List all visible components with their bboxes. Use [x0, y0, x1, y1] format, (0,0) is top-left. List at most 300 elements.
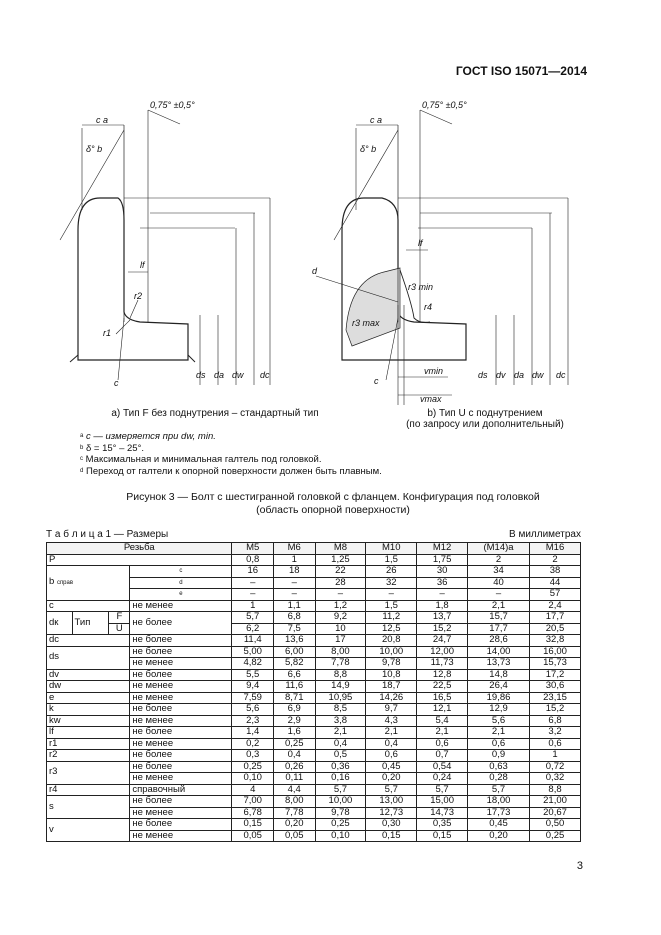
value-cell: 1,4	[232, 727, 274, 739]
value-cell: 7,78	[273, 807, 315, 819]
value-cell: 0,25	[273, 738, 315, 750]
footnote-mark: e	[130, 589, 232, 601]
param-label: r3	[47, 761, 130, 784]
label-delta-right: δ° b	[360, 144, 377, 154]
param-label: r1	[47, 738, 130, 750]
footnotes	[80, 431, 382, 477]
value-cell: 0,6	[468, 738, 530, 750]
value-cell: 0,10	[232, 773, 274, 785]
value-cell: 9,78	[366, 658, 417, 670]
table-row	[47, 600, 581, 612]
value-cell: 26	[366, 566, 417, 578]
thread-size-header: M16	[530, 543, 581, 555]
label-c-note-left: c	[114, 378, 119, 388]
table-row	[47, 646, 581, 658]
value-cell: 30	[417, 566, 468, 578]
value-cell: 9,7	[366, 704, 417, 716]
value-cell: 5,5	[232, 669, 274, 681]
value-cell: 1,5	[366, 554, 417, 566]
label-r4-right: r4	[424, 302, 433, 312]
value-cell: 8,00	[273, 796, 315, 808]
qualifier-cell: не более	[130, 819, 232, 831]
value-cell: 0,5	[315, 750, 366, 762]
value-cell: 16,5	[417, 692, 468, 704]
value-cell: 22	[315, 566, 366, 578]
value-cell: 17,73	[468, 807, 530, 819]
value-cell: 12,1	[417, 704, 468, 716]
value-cell: 32,8	[530, 635, 581, 647]
qualifier-cell: не более	[130, 612, 232, 635]
table-row	[47, 692, 581, 704]
value-cell: 0,6	[366, 750, 417, 762]
thread-size-header: M5	[232, 543, 274, 555]
thread-header: Резьба	[47, 543, 232, 555]
value-cell: 0,4	[273, 750, 315, 762]
table-row	[47, 784, 581, 796]
value-cell: 0,25	[232, 761, 274, 773]
thread-size-header: (M14)a	[468, 543, 530, 555]
table-row	[47, 704, 581, 716]
qualifier-cell: справочный	[130, 784, 232, 796]
value-cell: 28	[315, 577, 366, 589]
value-cell: 0,6	[417, 738, 468, 750]
value-cell: 9,4	[232, 681, 274, 693]
param-label: s	[47, 796, 130, 819]
value-cell: 17	[315, 635, 366, 647]
value-cell: 12,00	[417, 646, 468, 658]
value-cell: 11,4	[232, 635, 274, 647]
footnote-mark: a	[80, 433, 84, 439]
value-cell: 15,2	[530, 704, 581, 716]
document-header: ГОСТ ISO 15071—2014	[455, 64, 587, 78]
qualifier-cell: не менее	[130, 681, 232, 693]
value-cell: 0,16	[315, 773, 366, 785]
param-label: r2	[47, 750, 130, 762]
value-cell: 8,8	[530, 784, 581, 796]
label-ds-left: ds	[196, 370, 206, 380]
param-symbol: b	[49, 576, 55, 587]
value-cell: 0,54	[417, 761, 468, 773]
type-f: F	[109, 612, 130, 624]
value-cell: 2,9	[273, 715, 315, 727]
value-cell: 0,63	[468, 761, 530, 773]
footnote	[80, 431, 382, 443]
value-cell: 1	[232, 600, 274, 612]
table-row	[47, 681, 581, 693]
qualifier-cell: не более	[130, 796, 232, 808]
footnote	[80, 454, 382, 466]
param-label: kw	[47, 715, 130, 727]
value-cell: 2,4	[530, 600, 581, 612]
value-cell: 5,7	[232, 612, 274, 624]
value-cell: 0,8	[232, 554, 274, 566]
qualifier-cell: не менее	[130, 807, 232, 819]
thread-size-header: M8	[315, 543, 366, 555]
value-cell: 0,28	[468, 773, 530, 785]
value-cell: 1,75	[417, 554, 468, 566]
table-row	[47, 761, 581, 773]
param-label: dк	[47, 612, 73, 635]
value-cell: 6,2	[232, 623, 274, 635]
value-cell: 0,24	[417, 773, 468, 785]
value-cell: 10,95	[315, 692, 366, 704]
value-cell: 0,36	[315, 761, 366, 773]
value-cell: 10	[315, 623, 366, 635]
table-row	[47, 543, 581, 555]
value-cell: 17,7	[468, 623, 530, 635]
value-cell: 8,71	[273, 692, 315, 704]
value-cell: 38	[530, 566, 581, 578]
table-row	[47, 554, 581, 566]
value-cell: 2,1	[315, 727, 366, 739]
value-cell: 21,00	[530, 796, 581, 808]
value-cell: 2,3	[232, 715, 274, 727]
caption-b-line1: b) Тип U с поднутрением	[427, 408, 543, 419]
table-row	[47, 612, 581, 624]
value-cell: –	[232, 577, 274, 589]
value-cell: 4,82	[232, 658, 274, 670]
value-cell: 11,2	[366, 612, 417, 624]
value-cell: 26,4	[468, 681, 530, 693]
value-cell: –	[417, 589, 468, 601]
qualifier-cell: не более	[130, 635, 232, 647]
qualifier-cell: не более	[130, 704, 232, 716]
value-cell: –	[273, 577, 315, 589]
type-label: Тип	[72, 612, 109, 635]
value-cell: 5,82	[273, 658, 315, 670]
value-cell: 13,7	[417, 612, 468, 624]
footnote-text: Переход от галтели к опорной поверхности должен быть плавным.	[85, 465, 382, 477]
value-cell: 30,6	[530, 681, 581, 693]
value-cell: 2,1	[468, 727, 530, 739]
qualifier-cell: не менее	[130, 738, 232, 750]
value-cell: 2,1	[417, 727, 468, 739]
value-cell: 0,35	[417, 819, 468, 831]
value-cell: 20,8	[366, 635, 417, 647]
bolt-figure	[0, 90, 661, 410]
param-label: e	[47, 692, 130, 704]
value-cell: 5,6	[468, 715, 530, 727]
value-cell: 19,86	[468, 692, 530, 704]
value-cell: 12,8	[417, 669, 468, 681]
value-cell: 4,3	[366, 715, 417, 727]
qualifier-cell: не более	[130, 750, 232, 762]
label-vmin: vmin	[424, 366, 444, 376]
label-c-right: c a	[370, 115, 383, 125]
value-cell: 6,8	[273, 612, 315, 624]
value-cell: 24,7	[417, 635, 468, 647]
value-cell: 8,5	[315, 704, 366, 716]
value-cell: 40	[468, 577, 530, 589]
value-cell: 8,00	[315, 646, 366, 658]
value-cell: 5,4	[417, 715, 468, 727]
label-dc-right: dc	[556, 370, 566, 380]
footnote-mark: b	[80, 444, 84, 451]
value-cell: 11,73	[417, 658, 468, 670]
value-cell: 11,6	[273, 681, 315, 693]
page-number: 3	[576, 860, 583, 872]
label-d-right: d	[312, 266, 318, 276]
param-label: r4	[47, 784, 130, 796]
value-cell: 0,20	[366, 773, 417, 785]
label-angle-right: 0,75° ±0,5°	[422, 100, 467, 110]
value-cell: 0,15	[366, 830, 417, 842]
value-cell: 13,73	[468, 658, 530, 670]
param-label: k	[47, 704, 130, 716]
value-cell: 0,20	[468, 830, 530, 842]
value-cell: 15,73	[530, 658, 581, 670]
value-cell: 0,7	[417, 750, 468, 762]
value-cell: 14,73	[417, 807, 468, 819]
footnote-mark: c	[80, 456, 83, 462]
thread-size-header: M12	[417, 543, 468, 555]
table-row	[47, 669, 581, 681]
value-cell: 0,05	[232, 830, 274, 842]
label-delta-left: δ° b	[86, 144, 103, 154]
value-cell: 57	[530, 589, 581, 601]
footnote-mark: d	[130, 577, 232, 589]
value-cell: 18	[273, 566, 315, 578]
value-cell: 15,2	[417, 623, 468, 635]
value-cell: –	[366, 589, 417, 601]
value-cell: 9,2	[315, 612, 366, 624]
value-cell: 0,72	[530, 761, 581, 773]
value-cell: –	[468, 589, 530, 601]
table-title: Т а б л и ц а 1 — Размеры	[46, 529, 169, 540]
value-cell: –	[315, 589, 366, 601]
value-cell: 0,15	[232, 819, 274, 831]
table-row	[47, 819, 581, 831]
param-label: dv	[47, 669, 130, 681]
caption-b-line2: (по запросу или дополнительный)	[406, 419, 564, 430]
label-lf-right: lf	[418, 238, 423, 248]
dimensions-table	[46, 542, 581, 842]
qualifier-cell: не более	[130, 761, 232, 773]
label-r3max-right: r3 max	[352, 318, 380, 328]
value-cell: 6,9	[273, 704, 315, 716]
drawing-type-u	[316, 110, 568, 405]
value-cell: 7,00	[232, 796, 274, 808]
label-r2-left: r2	[134, 291, 143, 301]
value-cell: 7,5	[273, 623, 315, 635]
value-cell: 0,25	[315, 819, 366, 831]
value-cell: 2	[468, 554, 530, 566]
label-ds-right: ds	[478, 370, 488, 380]
table-row	[47, 796, 581, 808]
table-row	[47, 750, 581, 762]
value-cell: 17,7	[530, 612, 581, 624]
value-cell: 14,9	[315, 681, 366, 693]
qualifier-cell: не менее	[130, 715, 232, 727]
value-cell: 14,26	[366, 692, 417, 704]
value-cell: 20,5	[530, 623, 581, 635]
type-u: U	[109, 623, 130, 635]
table-row	[47, 623, 581, 635]
value-cell: 4,4	[273, 784, 315, 796]
footnote-mark: d	[80, 467, 84, 474]
label-dc-left: dc	[260, 370, 270, 380]
qualifier-cell: не менее	[130, 830, 232, 842]
value-cell: 0,45	[468, 819, 530, 831]
qualifier-cell: не менее	[130, 600, 232, 612]
value-cell: 3,2	[530, 727, 581, 739]
value-cell: 22,5	[417, 681, 468, 693]
value-cell: 34	[468, 566, 530, 578]
value-cell: 6,78	[232, 807, 274, 819]
value-cell: 23,15	[530, 692, 581, 704]
value-cell: 1,5	[366, 600, 417, 612]
value-cell: 36	[417, 577, 468, 589]
footnote-text: Максимальная и минимальная галтель под головкой.	[85, 454, 322, 465]
value-cell: 1,6	[273, 727, 315, 739]
value-cell: 0,30	[366, 819, 417, 831]
caption-b	[380, 408, 590, 430]
value-cell: 0,9	[468, 750, 530, 762]
param-label: lf	[47, 727, 130, 739]
value-cell: 0,3	[232, 750, 274, 762]
value-cell: 5,7	[468, 784, 530, 796]
value-cell: 5,6	[232, 704, 274, 716]
value-cell: 20,67	[530, 807, 581, 819]
value-cell: 6,6	[273, 669, 315, 681]
param-label	[47, 566, 130, 601]
value-cell: 44	[530, 577, 581, 589]
value-cell: 13,6	[273, 635, 315, 647]
footnote-mark: c	[130, 566, 232, 578]
value-cell: 5,7	[417, 784, 468, 796]
table-row	[47, 566, 581, 578]
figure-title-line1: Рисунок 3 — Болт с шестигранной головкой с фланцем. Конфигурация под головкой	[126, 491, 540, 503]
value-cell: 13,00	[366, 796, 417, 808]
value-cell: 1,25	[315, 554, 366, 566]
value-cell: 15,00	[417, 796, 468, 808]
thread-size-header: M10	[366, 543, 417, 555]
footnote	[80, 466, 382, 478]
value-cell: 2	[530, 554, 581, 566]
param-label: dc	[47, 635, 130, 647]
value-cell: 17,2	[530, 669, 581, 681]
value-cell: 6,00	[273, 646, 315, 658]
label-vmax: vmax	[420, 394, 442, 404]
value-cell: 0,4	[315, 738, 366, 750]
figure-title-line2: (область опорной поверхности)	[256, 503, 410, 516]
param-label: dw	[47, 681, 130, 693]
footnote-text: δ = 15° – 25°.	[85, 442, 145, 454]
thread-size-header: M6	[273, 543, 315, 555]
value-cell: 32	[366, 577, 417, 589]
qualifier-cell: не менее	[130, 692, 232, 704]
footnote-text: c — измеряется при dw, min.	[85, 431, 216, 442]
param-label: v	[47, 819, 130, 842]
label-angle-left: 0,75° ±0,5°	[150, 100, 195, 110]
value-cell: 0,25	[530, 830, 581, 842]
value-cell: 0,20	[273, 819, 315, 831]
value-cell: 10,00	[366, 646, 417, 658]
value-cell: 0,45	[366, 761, 417, 773]
label-dw-right: dw	[532, 370, 544, 380]
value-cell: 0,4	[366, 738, 417, 750]
value-cell: 10,00	[315, 796, 366, 808]
value-cell: 12,5	[366, 623, 417, 635]
qualifier-cell: не более	[130, 727, 232, 739]
value-cell: 28,6	[468, 635, 530, 647]
caption-a: а) Тип F без поднутрения – стандартный тип	[111, 408, 319, 419]
footnote	[80, 443, 382, 455]
value-cell: 4	[232, 784, 274, 796]
value-cell: 0,10	[315, 830, 366, 842]
table-row	[47, 715, 581, 727]
value-cell: 5,7	[366, 784, 417, 796]
table-row	[47, 635, 581, 647]
qualifier-cell: не менее	[130, 658, 232, 670]
value-cell: 12,9	[468, 704, 530, 716]
table-header	[46, 529, 581, 540]
value-cell: 16	[232, 566, 274, 578]
value-cell: 8,8	[315, 669, 366, 681]
value-cell: 2,1	[468, 600, 530, 612]
value-cell: 0,15	[417, 830, 468, 842]
param-subscript: справ	[56, 580, 74, 586]
label-lf-left: lf	[140, 260, 145, 270]
qualifier-cell: не более	[130, 669, 232, 681]
value-cell: 1	[530, 750, 581, 762]
value-cell: 2,1	[366, 727, 417, 739]
value-cell: 5,7	[315, 784, 366, 796]
table-row	[47, 727, 581, 739]
param-label: c	[47, 600, 130, 612]
value-cell: 15,7	[468, 612, 530, 624]
value-cell: 14,00	[468, 646, 530, 658]
value-cell: –	[273, 589, 315, 601]
value-cell: 1,8	[417, 600, 468, 612]
table-row	[47, 738, 581, 750]
value-cell: 0,32	[530, 773, 581, 785]
value-cell: 10,8	[366, 669, 417, 681]
value-cell: 9,78	[315, 807, 366, 819]
value-cell: 18,00	[468, 796, 530, 808]
value-cell: 18,7	[366, 681, 417, 693]
value-cell: 0,6	[530, 738, 581, 750]
value-cell: 5,00	[232, 646, 274, 658]
value-cell: 14,8	[468, 669, 530, 681]
label-c-note-right: c	[374, 376, 379, 386]
value-cell: 0,11	[273, 773, 315, 785]
qualifier-cell: не менее	[130, 773, 232, 785]
value-cell: 0,26	[273, 761, 315, 773]
qualifier-cell: не более	[130, 646, 232, 658]
label-dv-right: dv	[496, 370, 506, 380]
value-cell: 16,00	[530, 646, 581, 658]
value-cell: 0,2	[232, 738, 274, 750]
value-cell: 7,59	[232, 692, 274, 704]
table-units: В миллиметрах	[509, 529, 581, 540]
figure-title	[60, 491, 606, 516]
value-cell: –	[232, 589, 274, 601]
value-cell: 3,8	[315, 715, 366, 727]
label-r3min-right: r3 min	[408, 282, 434, 292]
label-dw-left: dw	[232, 370, 244, 380]
label-da-right: da	[514, 370, 525, 380]
value-cell: 1	[273, 554, 315, 566]
label-da-left: da	[214, 370, 225, 380]
param-label: P	[47, 554, 232, 566]
value-cell: 0,05	[273, 830, 315, 842]
value-cell: 12,73	[366, 807, 417, 819]
value-cell: 1,2	[315, 600, 366, 612]
value-cell: 7,78	[315, 658, 366, 670]
value-cell: 1,1	[273, 600, 315, 612]
param-label: ds	[47, 646, 130, 669]
